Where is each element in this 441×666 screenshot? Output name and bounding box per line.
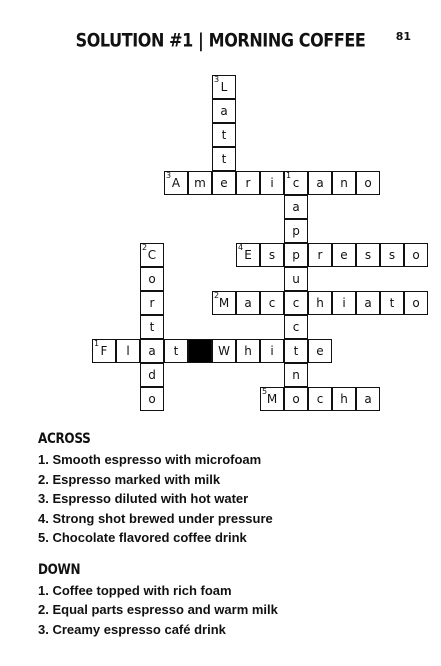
cell-letter: o [148,392,156,406]
crossword-cell [284,243,308,267]
across-clue-4: 4. Strong shot brewed under pressure [38,511,273,526]
crossword-cell [404,243,428,267]
cell-letter: e [220,176,228,190]
cell-letter: r [245,176,251,190]
cell-letter: l [126,344,130,358]
crossword-cell [356,243,380,267]
crossword-cell [260,291,284,315]
crossword-cell [356,171,380,195]
cell-letter: e [316,344,324,358]
crossword-black-cell [188,339,212,363]
across-clue-2: 2. Espresso marked with milk [38,472,221,487]
crossword-cell [284,339,308,363]
cell-letter: c [292,320,300,334]
crossword-cell [356,387,380,411]
cell-letter: h [316,296,324,310]
crossword-cell [140,387,164,411]
crossword-cell [332,243,356,267]
cell-letter: c [268,296,276,310]
across-heading: ACROSS [38,430,91,447]
clue-number: 4 [238,243,244,252]
cell-letter: c [316,392,324,406]
crossword-cell [284,267,308,291]
cell-letter: A [171,176,181,190]
clue-number: 3 [166,171,172,180]
crossword-cell [140,315,164,339]
clue-number: 2 [214,291,220,300]
cell-letter: t [173,344,179,358]
crossword-cell [140,243,164,267]
cell-letter: F [100,344,108,358]
cell-letter: i [270,176,274,190]
cell-letter: t [221,152,227,166]
cell-letter: o [292,392,300,406]
crossword-cell [236,291,260,315]
cell-letter: i [342,296,346,310]
cell-letter: W [218,344,230,358]
cell-letter: d [148,368,156,382]
crossword-cell [284,195,308,219]
crossword-cell [284,219,308,243]
crossword-cell [140,363,164,387]
crossword-cell [308,339,332,363]
cell-letter: a [364,392,372,406]
across-clue-3: 3. Espresso diluted with hot water [38,491,249,506]
cell-letter: c [292,176,300,190]
cell-letter: t [221,128,227,142]
crossword-cell [212,147,236,171]
crossword-cell [380,291,404,315]
cell-letter: a [220,104,228,118]
crossword-cell [236,243,260,267]
cell-letter: o [364,176,372,190]
cell-letter: o [148,272,156,286]
crossword-cell [188,171,212,195]
cell-letter: o [412,248,420,262]
clue-number: 2 [142,243,148,252]
crossword-cell [212,75,236,99]
down-heading: DOWN [38,561,81,578]
crossword-cell [284,171,308,195]
cell-letter: s [268,248,276,262]
crossword-cell [284,315,308,339]
cell-letter: s [364,248,372,262]
crossword-cell [260,243,284,267]
across-clue-5: 5. Chocolate flavored coffee drink [38,530,247,545]
page-title: SOLUTION #1 | MORNING COFFEE [75,29,366,52]
crossword-cell [236,171,260,195]
crossword-cell [116,339,140,363]
crossword-cell [308,387,332,411]
crossword-cell [164,339,188,363]
cell-letter: M [218,296,230,310]
cell-letter: t [389,296,395,310]
cell-letter: e [340,248,348,262]
clue-number: 5 [262,387,268,396]
cell-letter: t [149,320,155,334]
cell-letter: u [292,272,300,286]
crossword-cell [332,171,356,195]
crossword-cell [212,291,236,315]
crossword-cell [284,363,308,387]
crossword-cell [236,339,260,363]
cell-letter: L [220,80,228,94]
cell-letter: i [270,344,274,358]
cell-letter: p [292,224,300,238]
cell-letter: E [244,248,252,262]
crossword-cell [140,339,164,363]
crossword-cell [212,99,236,123]
cell-letter: a [316,176,324,190]
cell-letter: s [388,248,396,262]
cell-letter: r [149,296,155,310]
crossword-cell [212,171,236,195]
down-clue-2: 2. Equal parts espresso and warm milk [38,602,278,617]
cell-letter: a [364,296,372,310]
crossword-cell [140,291,164,315]
across-clue-1: 1. Smooth espresso with microfoam [38,452,262,467]
crossword-cell [308,291,332,315]
crossword-cell [404,291,428,315]
cell-letter: r [317,248,323,262]
crossword-cell [260,171,284,195]
clue-number: 1 [94,339,100,348]
crossword-cell [164,171,188,195]
down-clue-3: 3. Creamy espresso café drink [38,622,226,637]
crossword-cell [332,291,356,315]
cell-letter: m [194,176,206,190]
crossword-cell [92,339,116,363]
crossword-cell [380,243,404,267]
down-clue-1: 1. Coffee topped with rich foam [38,583,232,598]
crossword-cell [332,387,356,411]
crossword-cell [284,387,308,411]
cell-letter: t [293,344,299,358]
crossword-cell [284,291,308,315]
cell-letter: n [292,368,300,382]
crossword-cell [308,243,332,267]
cell-letter: h [244,344,252,358]
crossword-cell [260,387,284,411]
crossword-cell [212,123,236,147]
crossword-cell [260,339,284,363]
cell-letter: n [340,176,348,190]
clue-number: 3 [214,75,220,84]
cell-letter: h [340,392,348,406]
cell-letter: o [412,296,420,310]
cell-letter: c [292,296,300,310]
cell-letter: a [148,344,156,358]
cell-letter: a [244,296,252,310]
crossword-cell [140,267,164,291]
crossword-cell [356,291,380,315]
crossword-cell [308,171,332,195]
cell-letter: a [292,200,300,214]
cell-letter: p [292,248,300,262]
crossword-cell [212,339,236,363]
page-number: 81 [395,30,411,43]
cell-letter: C [147,248,157,262]
clue-number: 1 [286,171,292,180]
cell-letter: M [266,392,278,406]
